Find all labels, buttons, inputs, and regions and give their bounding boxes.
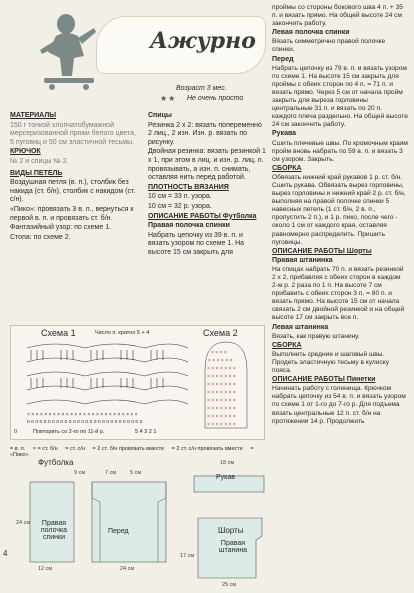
dim-label: 12 см: [38, 566, 53, 572]
sleeve-heading: Рукава: [272, 130, 297, 138]
shorts-heading: ОПИСАНИЕ РАБОТЫ Шорты: [272, 247, 372, 255]
loops-text-1: Воздушная петля (в. п.), столбик без накида (ст. б/н), столбик с накидом (ст. с/н).: [10, 179, 136, 204]
shorts-label: Шорты: [218, 526, 244, 535]
work-heading: ОПИСАНИЕ РАБОТЫ Футболка: [148, 212, 257, 220]
legend-item: = в. п.: [10, 446, 26, 452]
right-back-label: Правая полочка спинки: [40, 520, 68, 541]
needles-text-1: Резинка 2 х 2: вязать попеременно 2 лиц., 2 изн. Изн. р. вязать по рисунку.: [148, 121, 262, 146]
dim-label: 18 см: [220, 460, 235, 466]
right-leg-label: Правая штанина: [218, 540, 248, 554]
right-text-1: проймы со стороны бокового шва 4 п. + 35 п. и вязать прямо. На общей высоте 24 см закончить работу.: [272, 4, 403, 28]
materials-text: 150 г тонкой хлопчатобумажной мерсеризованной пряжи белого цвета, 5 пуговиц и 50 см эластичной тесьмы.: [10, 121, 136, 146]
loops-text-3: Фантазийный узор: по схеме 1.: [10, 224, 112, 232]
repeat-label: Число п. кратно 5 + 4: [95, 330, 150, 336]
svg-text:× × × × × × ×: × × × × × × ×: [207, 382, 236, 388]
legend-item: × = ст. б/н: [32, 446, 58, 452]
right-leg-heading: Правая штанинка: [272, 256, 333, 264]
loops-heading: ВИДЫ ПЕТЕЛЬ: [10, 169, 63, 177]
dim-label: 17 см: [180, 553, 195, 559]
svg-text:× × × × × × ×: × × × × × × ×: [207, 406, 236, 412]
materials-heading: МАТЕРИАЛЫ: [10, 112, 57, 119]
svg-text:× × × × × × × × × × × × × × ×: × × × × × × × × × × × × × × × × × × × × × × × × × ×: [27, 412, 138, 418]
difficulty-label: Не очень просто: [187, 95, 244, 102]
crochet-schema: [10, 325, 265, 440]
needles-text-2: Двойная резинка: вязать резинкой 1 х 1, при этом в лиц. и изн. р. лиц. п. провязывать, а изн. п. снимать, оставляя нить перед работой.: [148, 148, 266, 182]
schema2-diagram: [197, 340, 255, 430]
dim-label: 24 см: [16, 520, 31, 526]
tshirt-patterns: [12, 458, 172, 593]
right-column: [272, 4, 408, 427]
loops-text-2: «Пико»: провязать 3 в. п., вернуться к первой в. п. и провязать ст. б/н.: [10, 205, 134, 222]
hook-text: № 2 и спицы № 2.: [10, 157, 69, 165]
dim-label: 5 см: [130, 470, 142, 476]
middle-column: [148, 112, 266, 259]
legend-item: = ст. с/н: [65, 446, 85, 452]
sleeve-text: Сшить плечевые швы. По кромочным краям пройм вновь набрать по 59 в. п. и вязать 3 см узором. Закрыть.: [272, 139, 408, 163]
left-back-text: Вязать симметрично правой полочке спинки.: [272, 38, 386, 54]
right-leg-text: На спицах набрать 70 п. и вязать резинкой 2 х 2, прибавляя с обеих сторон в каждом 2-м р. 2 раза по 1 п. На высоте 7 см прибавить с обеих сторон 3 п. = 80 п. и вязать прямо. На высоте 15 см от начала связать 2 см двойной резинкой и на общей высоте 17 см закрыть все п.: [272, 265, 405, 322]
dim-label: 25 см: [222, 582, 237, 588]
rows-label: Повторить со 2-го по 11-й р.: [33, 429, 105, 435]
svg-text:× × × × × × ×: × × × × × × ×: [207, 414, 236, 420]
schema1-diagram: [25, 340, 190, 425]
booties-text: Начинать работу с голенища. Крючком набрать цепочку из 54 в. п. и вязать узором по схеме 1 от 1-го до 7-го р. Для подъема вязать центральные 12 п. ст. б/н на протяжении 14 р. Продолжить: [272, 385, 406, 425]
density-text-2: 10 см = 32 р. узора.: [148, 202, 212, 210]
front-text: Набрать цепочку из 79 в. п. и вязать узором по схеме 1. На высоте 15 см закрыть для проймы с обеих сторон по 4 п. = 71 п. и вязать прямо. Через 5 см от начала пройм закрыть для выреза горловины центральные 31 п. и вязать по 20 п. каждого плеча раздельно. На общей высоте 24 см закончить работу.: [272, 64, 408, 129]
front-heading: Перед: [272, 55, 294, 63]
assembly2-heading: СБОРКА: [272, 341, 302, 349]
back-text: Набрать цепочку из 39 в. п. и вязать узором по схеме 1. На высоте 15 см закрыть для: [148, 231, 245, 256]
back-heading: Правая полочка спинки: [148, 222, 230, 230]
legend-item: = 2 ст. б/н провязать вместе: [92, 446, 165, 452]
front-label: Перед: [108, 528, 129, 535]
assembly-heading: СБОРКА: [272, 164, 302, 172]
legend-item: = «Пико»: [10, 446, 254, 458]
density-text-1: 10 см = 33 п. узора.: [148, 193, 212, 201]
page-title: Ажурно: [150, 28, 256, 54]
needles-heading: Спицы: [148, 112, 172, 119]
svg-text:× × × × × × ×: × × × × × × ×: [207, 398, 236, 404]
hook-heading: КРЮЧОК: [10, 148, 41, 156]
schema1-label: Схема 1: [41, 328, 76, 338]
svg-text:× × × × × × ×: × × × × × × ×: [207, 374, 236, 380]
symbols-legend: [10, 446, 265, 458]
left-leg-heading: Левая штанинка: [272, 323, 329, 331]
difficulty-stars-icon: ★★: [160, 94, 177, 103]
age-label: Возраст 3 мес.: [176, 85, 227, 92]
dim-label: 24 см: [120, 566, 135, 572]
svg-text:× × × ×: × × × ×: [211, 350, 227, 356]
svg-text:o o o o o o o o o o o o o o o: o o o o o o o o o o o o o o o o o o o o o o o o o o o o: [27, 419, 143, 425]
sleeve-shorts-patterns: [176, 458, 272, 593]
assembly2-text: Выполнить средние и шаговый швы. Продеть эластичную тесьму в кулиску пояса.: [272, 350, 390, 375]
dim-label: 9 см: [74, 470, 86, 476]
tshirt-label: Футболка: [38, 458, 74, 467]
svg-text:× × × × × × ×: × × × × × × ×: [207, 422, 236, 428]
assembly-text: Обвязать нижний край рукавов 1 р. ст. б/н. Сшить рукава. Обвязать вырез горловины, вырез горловины и нижний край 2 р. ст. б/н, выполняя на правой полочке спинки 5 навесных петель (1 ст. б/н, 2 в. п., пропустить 2 п.), и 1 р. пико, после чего - около 1 см от каждого края, оставляя равномерно распределить. Пришить пуговицы.: [272, 173, 406, 246]
svg-text:× × × × × × ×: × × × × × × ×: [207, 390, 236, 396]
svg-text:× × × × × ×: × × × × × ×: [208, 358, 233, 364]
left-leg-text: Вязать, как правую штанину.: [272, 332, 360, 340]
skateboarder-icon: [26, 6, 106, 96]
page-number: 4: [3, 549, 8, 558]
start-label: 0: [14, 429, 18, 435]
dim-label: 7 см: [105, 470, 117, 476]
svg-text:× × × × × × ×: × × × × × × ×: [207, 366, 236, 372]
left-back-heading: Левая полочка спинки: [272, 29, 350, 37]
start-marker: 5 4 3 2 1: [135, 429, 157, 435]
density-heading: ПЛОТНОСТЬ ВЯЗАНИЯ: [148, 183, 229, 191]
loops-text-4: Стопа: по схеме 2.: [10, 233, 71, 241]
left-column: [10, 112, 140, 243]
sleeve-label: Рукав: [216, 474, 235, 481]
schema2-label: Схема 2: [203, 328, 238, 338]
legend-item: = 2 ст. с/н провязать вместе: [171, 446, 243, 452]
booties-heading: ОПИСАНИЕ РАБОТЫ Пинетки: [272, 376, 376, 384]
